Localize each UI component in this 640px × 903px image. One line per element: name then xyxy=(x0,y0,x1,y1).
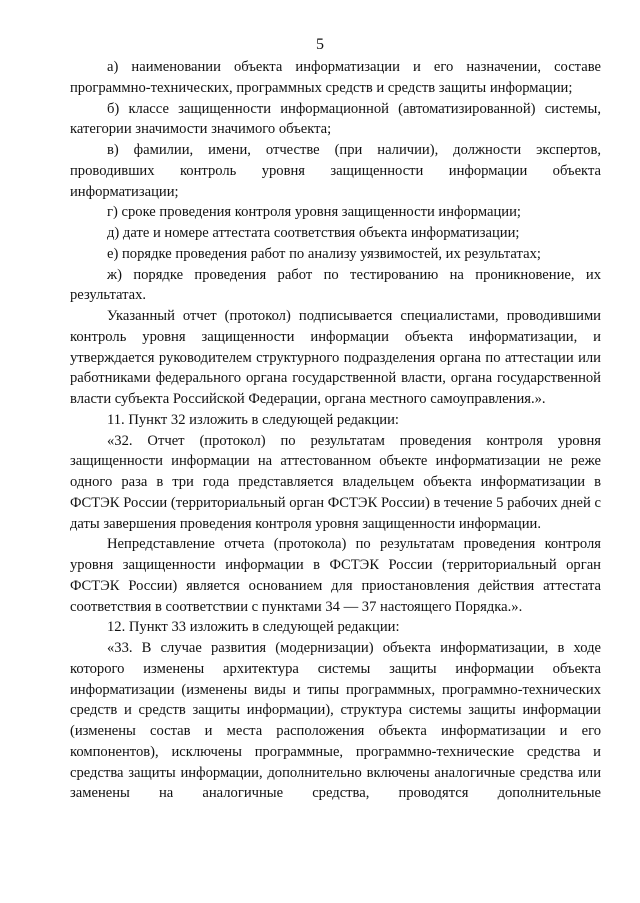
paragraph-item-v: в) фамилии, имени, отчестве (при наличии), должности экспертов, проводивших контроль уровня защищенности информации объекта информатизации; xyxy=(70,142,601,200)
paragraph-item-b: б) классе защищенности информационной (автоматизированной) системы, категории значимости значимого объекта; xyxy=(70,100,601,138)
document-body xyxy=(70,57,601,804)
paragraph-item-e: е) порядке проведения работ по анализу уязвимостей, их результатах; xyxy=(107,245,541,262)
page-number: 5 xyxy=(316,36,324,53)
paragraph-item-d: д) дате и номере аттестата соответствия объекта информатизации; xyxy=(107,225,520,241)
paragraph-non-submission: Непредставление отчета (протокола) по результатам проведения контроля уровня защищенности информации в ФСТЭК России (территориальный орган ФСТЭК России) является основанием для приостановления действия аттестата соответствия в соответствии с пунктами 34 — 37 настоящего Порядка.». xyxy=(70,536,601,615)
paragraph-point-33: «33. В случае развития (модернизации) объекта информатизации, в ходе которого изменены архитектура системы защиты информации объекта информатизации (изменены виды и типы программных, программно-технических средств и средств защиты информации), структура системы защиты информации (изменены состав и места расположения объекта информатизации и его компонентов), исключены программные, программно-технические средства и средства защиты информации, дополнительно включены аналогичные средства или заменены на аналогичные средства, проводятся дополнительные xyxy=(70,640,601,802)
paragraph-item-a: а) наименовании объекта информатизации и его назначении, составе программно-технических, программных средств и средств защиты информации; xyxy=(70,59,601,96)
paragraph-point-32: «32. Отчет (протокол) по результатам проведения контроля уровня защищенности информации на аттестованном объекте информатизации не реже одного раза в три года представляется владельцем объекта информатизации в ФСТЭК России (территориальный орган ФСТЭК России) в течение 5 рабочих дней с даты завершения проведения контроля уровня защищенности информации. xyxy=(70,432,601,532)
paragraph-item-g: г) сроке проведения контроля уровня защищенности информации; xyxy=(107,204,521,221)
paragraph-item-zh: ж) порядке проведения работ по тестированию на проникновение, их результатах. xyxy=(70,266,601,304)
paragraph-clause-12: 12. Пункт 33 изложить в следующей редакции: xyxy=(107,619,400,636)
paragraph-report-signing: Указанный отчет (протокол) подписывается специалистами, проводившими контроль уровня защищенности информации объекта информатизации, и утверждается руководителем структурного подразделения органа по аттестации или работниками федерального органа государственной власти, органа государственной власти субъекта Российской Федерации, органа местного самоуправления.». xyxy=(70,308,601,407)
paragraph-clause-11: 11. Пункт 32 изложить в следующей редакции: xyxy=(107,411,399,428)
